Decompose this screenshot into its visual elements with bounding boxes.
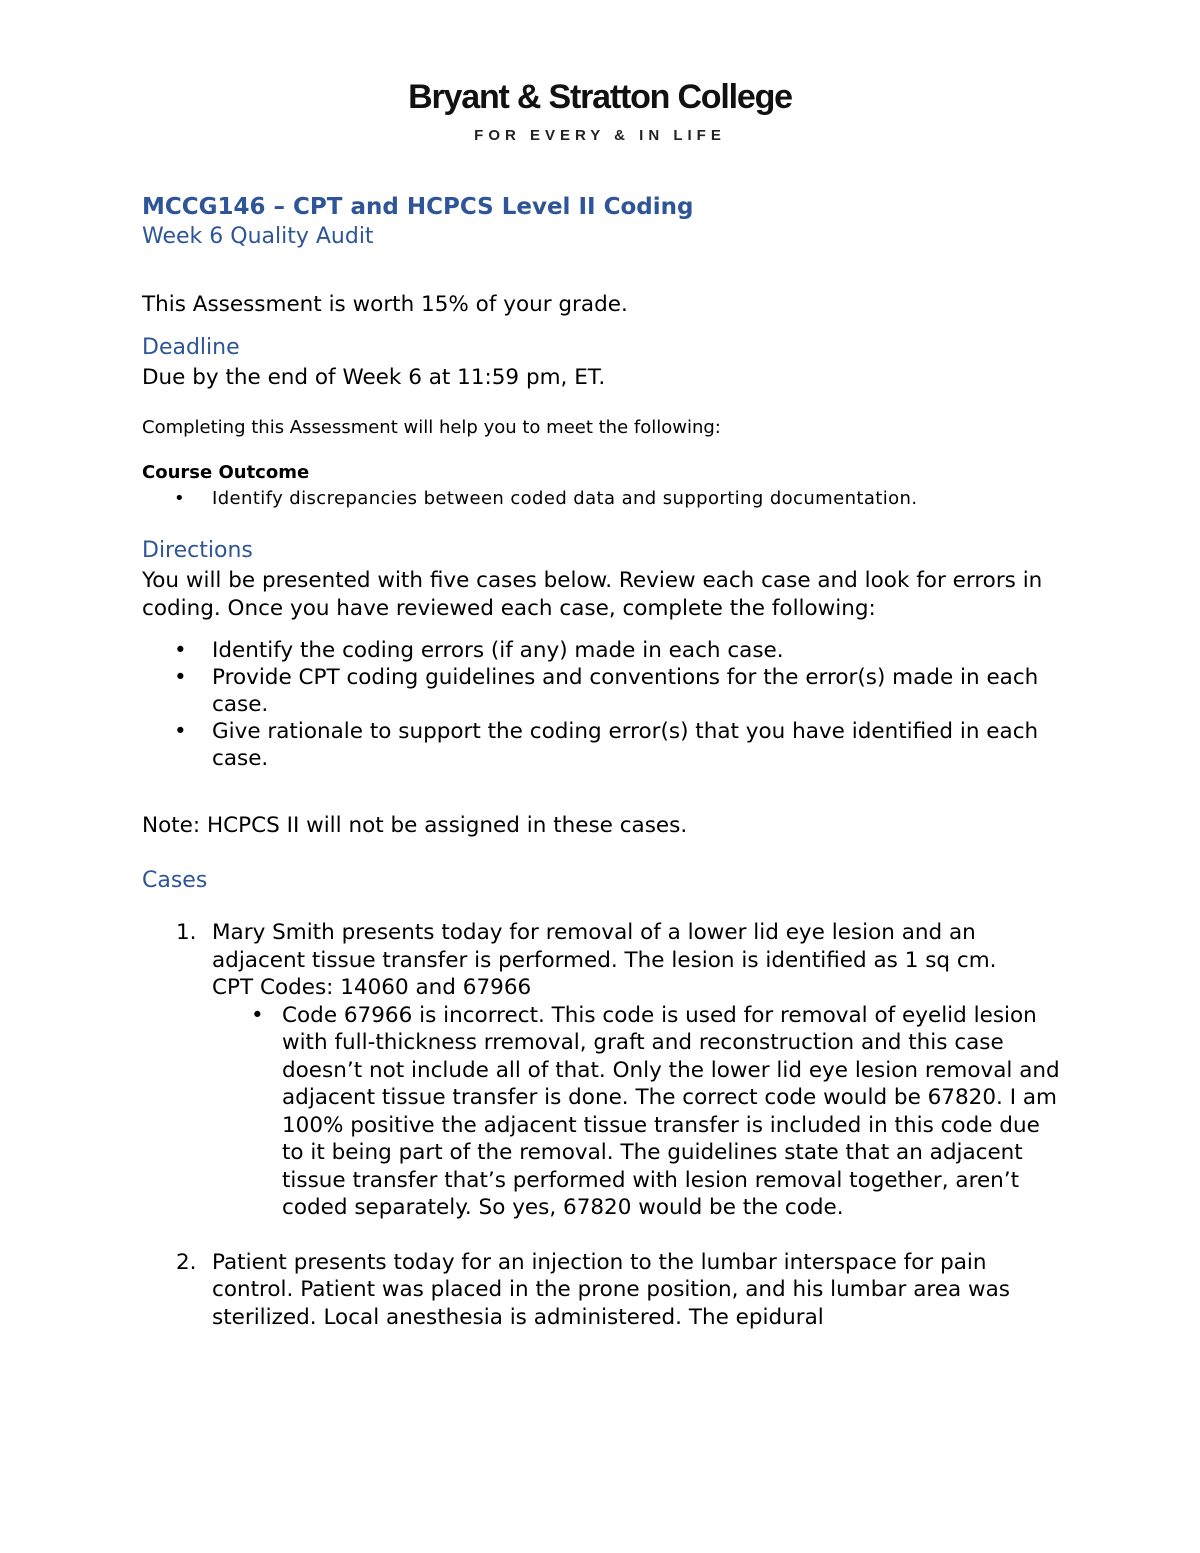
case-number: 1. — [176, 920, 197, 945]
completing-text: Completing this Assessment will help you to meet the following: — [142, 417, 721, 438]
deadline-heading: Deadline — [142, 335, 240, 360]
directions-item: • Identify the coding errors (if any) made in each case. — [142, 637, 1062, 664]
document-body — [142, 192, 1062, 1331]
course-outcome-item: • Identify discrepancies between coded data and supporting documentation. — [142, 487, 1062, 511]
directions-heading: Directions — [142, 538, 253, 563]
college-logo — [0, 78, 1200, 144]
directions-list — [142, 637, 1062, 772]
case-answer: • Code 67966 is incorrect. This code is used for removal of eyelid lesion with full-thickness rremoval, graft and reconstruction and this case doesn’t not include all of that. Only the lower lid eye lesion removal and adjacent tissue transfer is done. The correct code would be 67820. I am 100% positive the adjacent tissue transfer is included in this code due to it being part of the removal. The guidelines state that an adjacent tissue transfer that’s performed with lesion removal together, aren’t coded separately. So yes, 67820 would be the code. — [211, 1002, 1062, 1222]
directions-item: • Give rationale to support the coding error(s) that you have identified in each case. — [142, 718, 1062, 772]
directions-intro: You will be presented with five cases below. Review each case and look for errors in coding. Once you have reviewed each case, complete the following: — [142, 568, 1043, 621]
case-item — [142, 919, 1062, 1222]
case-codes: CPT Codes: 14060 and 67966 — [212, 975, 532, 1000]
college-tagline: FOR EVERY & IN LIFE — [474, 127, 726, 144]
case-description: Patient presents today for an injection to the lumbar interspace for pain control. Patient was placed in the prone position, and his lumbar area was sterilized. Local anesthesia is administered. The epidural — [212, 1249, 1010, 1330]
assignment-subtitle: Week 6 Quality Audit — [142, 224, 374, 249]
cases-list — [142, 919, 1062, 1331]
college-name: Bryant & Stratton College — [408, 78, 792, 116]
deadline-text: Due by the end of Week 6 at 11:59 pm, ET. — [142, 365, 606, 390]
course-title: MCCG146 – CPT and HCPCS Level II Coding — [142, 194, 694, 220]
case-answer-list — [212, 1002, 1062, 1222]
directions-item: • Provide CPT coding guidelines and conventions for the error(s) made in each case. — [142, 664, 1062, 718]
cases-heading: Cases — [142, 868, 208, 893]
case-number: 2. — [176, 1249, 197, 1275]
course-outcome-list — [142, 487, 1062, 511]
case-description: Mary Smith presents today for removal of a lower lid eye lesion and an adjacent tissue transfer is performed. The lesion is identified as 1 sq cm. — [212, 920, 997, 973]
hcpcs-note: Note: HCPCS II will not be assigned in these cases. — [142, 813, 688, 838]
grade-weight-text: This Assessment is worth 15% of your grade. — [142, 292, 628, 317]
case-item — [142, 1249, 1062, 1332]
course-outcome-heading: Course Outcome — [142, 462, 310, 483]
